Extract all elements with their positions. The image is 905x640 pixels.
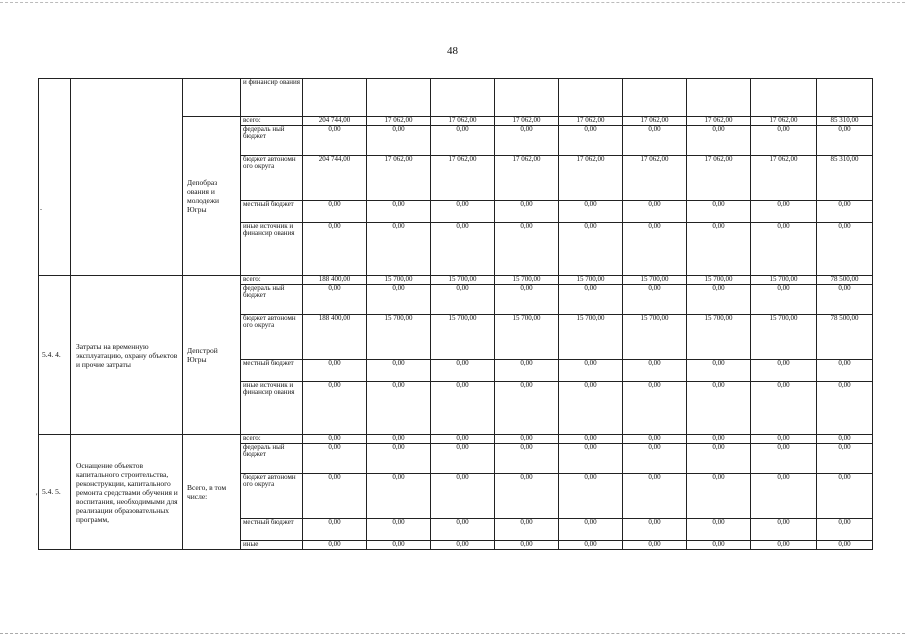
value-cell: 0,00 — [623, 541, 687, 550]
value-cell: 0,00 — [623, 435, 687, 444]
value-cell: 0,00 — [431, 360, 495, 382]
value-cell: 15 700,00 — [367, 315, 431, 360]
value-cell: 0,00 — [431, 382, 495, 435]
value-cell: 0,00 — [559, 519, 623, 541]
row-description-cell: Оснащение объектов капитального строительства, реконструкции, капитального ремонта средствами обучения и воспитания, необходимыми для реализации образовательных программ, — [71, 435, 183, 550]
value-cell — [367, 79, 431, 117]
value-cell — [817, 79, 873, 117]
value-cell: 0,00 — [751, 201, 817, 223]
value-cell: 0,00 — [303, 201, 367, 223]
value-cell: 0,00 — [751, 474, 817, 519]
value-cell: 15 700,00 — [559, 276, 623, 285]
value-cell: 0,00 — [431, 285, 495, 315]
value-cell: 0,00 — [303, 444, 367, 474]
value-cell: 0,00 — [431, 223, 495, 276]
executor-cell: Депстрой Югры — [183, 276, 241, 435]
value-cell: 0,00 — [687, 541, 751, 550]
value-cell: 188 400,00 — [303, 315, 367, 360]
value-cell: 17 062,00 — [623, 117, 687, 126]
source-label: федераль ный бюджет — [241, 285, 303, 315]
row-index-cell — [39, 79, 71, 276]
scan-edge-top — [0, 2, 905, 3]
scan-edge-bottom — [0, 633, 905, 634]
executor-cell: Депобраз ования и молодежи Югры — [183, 117, 241, 276]
source-label: бюджет автономн ого округа — [241, 315, 303, 360]
value-cell: 17 062,00 — [623, 156, 687, 201]
value-cell: 15 700,00 — [367, 276, 431, 285]
value-cell: 17 062,00 — [687, 156, 751, 201]
value-cell: 15 700,00 — [751, 315, 817, 360]
value-cell: 0,00 — [817, 435, 873, 444]
value-cell: 0,00 — [751, 382, 817, 435]
value-cell: 0,00 — [751, 285, 817, 315]
value-cell: 0,00 — [303, 223, 367, 276]
value-cell: 0,00 — [817, 474, 873, 519]
value-cell: 0,00 — [367, 223, 431, 276]
value-cell: 0,00 — [367, 285, 431, 315]
executor-cell — [183, 79, 241, 117]
value-cell: 15 700,00 — [687, 276, 751, 285]
value-cell: 0,00 — [687, 285, 751, 315]
value-cell: 0,00 — [367, 360, 431, 382]
value-cell: 0,00 — [367, 474, 431, 519]
value-cell: 204 744,00 — [303, 156, 367, 201]
value-cell: 0,00 — [367, 201, 431, 223]
row-description-cell — [71, 79, 183, 276]
value-cell: 0,00 — [559, 126, 623, 156]
value-cell: 17 062,00 — [559, 117, 623, 126]
value-cell: 0,00 — [303, 435, 367, 444]
value-cell: 0,00 — [751, 444, 817, 474]
value-cell: 0,00 — [687, 519, 751, 541]
value-cell: 0,00 — [495, 435, 559, 444]
value-cell: 0,00 — [495, 360, 559, 382]
value-cell: 0,00 — [623, 360, 687, 382]
value-cell: 0,00 — [431, 126, 495, 156]
value-cell: 0,00 — [817, 126, 873, 156]
value-cell — [559, 79, 623, 117]
value-cell — [303, 79, 367, 117]
value-cell: 0,00 — [367, 519, 431, 541]
value-cell: 0,00 — [687, 360, 751, 382]
value-cell: 17 062,00 — [559, 156, 623, 201]
value-cell: 0,00 — [495, 444, 559, 474]
value-cell: 0,00 — [687, 382, 751, 435]
value-cell: 0,00 — [431, 519, 495, 541]
value-cell: 0,00 — [751, 360, 817, 382]
value-cell: 0,00 — [495, 126, 559, 156]
value-cell: 0,00 — [817, 519, 873, 541]
value-cell: 0,00 — [431, 474, 495, 519]
source-label: иные — [241, 541, 303, 550]
value-cell: 0,00 — [303, 360, 367, 382]
value-cell: 15 700,00 — [623, 315, 687, 360]
value-cell: 15 700,00 — [751, 276, 817, 285]
value-cell: 0,00 — [303, 541, 367, 550]
value-cell: 0,00 — [303, 519, 367, 541]
value-cell — [623, 79, 687, 117]
value-cell: 0,00 — [687, 126, 751, 156]
value-cell: 15 700,00 — [431, 315, 495, 360]
value-cell: 0,00 — [817, 223, 873, 276]
source-label: всего: — [241, 435, 303, 444]
value-cell: 0,00 — [495, 519, 559, 541]
value-cell: 17 062,00 — [495, 117, 559, 126]
value-cell: 0,00 — [751, 223, 817, 276]
value-cell: 0,00 — [495, 541, 559, 550]
value-cell: 0,00 — [623, 519, 687, 541]
value-cell: 0,00 — [687, 435, 751, 444]
value-cell: 0,00 — [623, 474, 687, 519]
value-cell: 78 500,00 — [817, 315, 873, 360]
value-cell: 0,00 — [303, 382, 367, 435]
value-cell: 17 062,00 — [751, 117, 817, 126]
value-cell: 15 700,00 — [687, 315, 751, 360]
source-label: местный бюджет — [241, 519, 303, 541]
source-label: всего: — [241, 276, 303, 285]
value-cell: 0,00 — [623, 382, 687, 435]
value-cell: 15 700,00 — [623, 276, 687, 285]
value-cell: 0,00 — [559, 541, 623, 550]
source-label: иные источник и финансир ования — [241, 382, 303, 435]
source-label: иные источник и финансир ования — [241, 223, 303, 276]
value-cell: 0,00 — [495, 201, 559, 223]
value-cell: 0,00 — [559, 382, 623, 435]
value-cell: 0,00 — [687, 444, 751, 474]
value-cell: 0,00 — [431, 201, 495, 223]
value-cell: 0,00 — [559, 360, 623, 382]
scan-dot: . — [40, 203, 42, 212]
financing-table — [38, 78, 873, 550]
value-cell: 0,00 — [303, 126, 367, 156]
value-cell: 0,00 — [559, 285, 623, 315]
value-cell: 0,00 — [751, 541, 817, 550]
value-cell: 0,00 — [559, 223, 623, 276]
source-label: местный бюджет — [241, 360, 303, 382]
executor-cell: Всего, в том числе: — [183, 435, 241, 550]
table-row — [39, 79, 873, 117]
value-cell: 17 062,00 — [687, 117, 751, 126]
value-cell: 0,00 — [751, 435, 817, 444]
value-cell: 0,00 — [367, 382, 431, 435]
value-cell: 0,00 — [751, 519, 817, 541]
row-index-cell: 5.4. 5. — [39, 435, 71, 550]
source-label: местный бюджет — [241, 201, 303, 223]
value-cell — [751, 79, 817, 117]
value-cell: 0,00 — [559, 444, 623, 474]
value-cell: 0,00 — [303, 474, 367, 519]
value-cell: 17 062,00 — [495, 156, 559, 201]
value-cell: 0,00 — [495, 223, 559, 276]
value-cell: 0,00 — [817, 360, 873, 382]
value-cell: 0,00 — [559, 201, 623, 223]
page-number: 48 — [447, 45, 458, 57]
value-cell: 0,00 — [367, 541, 431, 550]
value-cell: 0,00 — [431, 444, 495, 474]
value-cell: 188 400,00 — [303, 276, 367, 285]
value-cell: 85 310,00 — [817, 117, 873, 126]
source-label: федераль ный бюджет — [241, 126, 303, 156]
value-cell: 0,00 — [495, 285, 559, 315]
value-cell: 17 062,00 — [431, 156, 495, 201]
value-cell — [687, 79, 751, 117]
source-label: и финансир ования — [241, 79, 303, 117]
scan-dot: ' — [36, 492, 38, 501]
value-cell: 0,00 — [623, 223, 687, 276]
source-label: всего: — [241, 117, 303, 126]
value-cell — [495, 79, 559, 117]
value-cell: 0,00 — [303, 285, 367, 315]
value-cell: 0,00 — [817, 444, 873, 474]
value-cell: 204 744,00 — [303, 117, 367, 126]
source-label: бюджет автономн ого округа — [241, 156, 303, 201]
value-cell: 0,00 — [623, 285, 687, 315]
value-cell: 0,00 — [817, 285, 873, 315]
value-cell: 0,00 — [431, 435, 495, 444]
table-row — [39, 435, 873, 444]
row-description-cell: Затраты на временную эксплуатацию, охрану объектов и прочие затраты — [71, 276, 183, 435]
value-cell: 0,00 — [623, 126, 687, 156]
value-cell — [431, 79, 495, 117]
value-cell: 0,00 — [495, 474, 559, 519]
value-cell: 0,00 — [817, 382, 873, 435]
value-cell: 0,00 — [559, 474, 623, 519]
source-label: бюджет автономн ого округа — [241, 474, 303, 519]
value-cell: 0,00 — [687, 223, 751, 276]
value-cell: 0,00 — [687, 474, 751, 519]
value-cell: 0,00 — [367, 444, 431, 474]
value-cell: 15 700,00 — [559, 315, 623, 360]
value-cell: 17 062,00 — [367, 117, 431, 126]
value-cell: 78 500,00 — [817, 276, 873, 285]
value-cell: 0,00 — [623, 444, 687, 474]
value-cell: 85 310,00 — [817, 156, 873, 201]
table-row — [39, 276, 873, 285]
value-cell: 0,00 — [687, 201, 751, 223]
row-index-cell: 5.4. 4. — [39, 276, 71, 435]
value-cell: 15 700,00 — [495, 276, 559, 285]
value-cell: 0,00 — [817, 201, 873, 223]
value-cell: 17 062,00 — [367, 156, 431, 201]
value-cell: 17 062,00 — [431, 117, 495, 126]
source-label: федераль ный бюджет — [241, 444, 303, 474]
value-cell: 0,00 — [367, 435, 431, 444]
value-cell: 15 700,00 — [431, 276, 495, 285]
value-cell: 0,00 — [431, 541, 495, 550]
value-cell: 0,00 — [495, 382, 559, 435]
value-cell: 15 700,00 — [495, 315, 559, 360]
value-cell: 17 062,00 — [751, 156, 817, 201]
value-cell: 0,00 — [559, 435, 623, 444]
value-cell: 0,00 — [817, 541, 873, 550]
value-cell: 0,00 — [751, 126, 817, 156]
value-cell: 0,00 — [367, 126, 431, 156]
value-cell: 0,00 — [623, 201, 687, 223]
